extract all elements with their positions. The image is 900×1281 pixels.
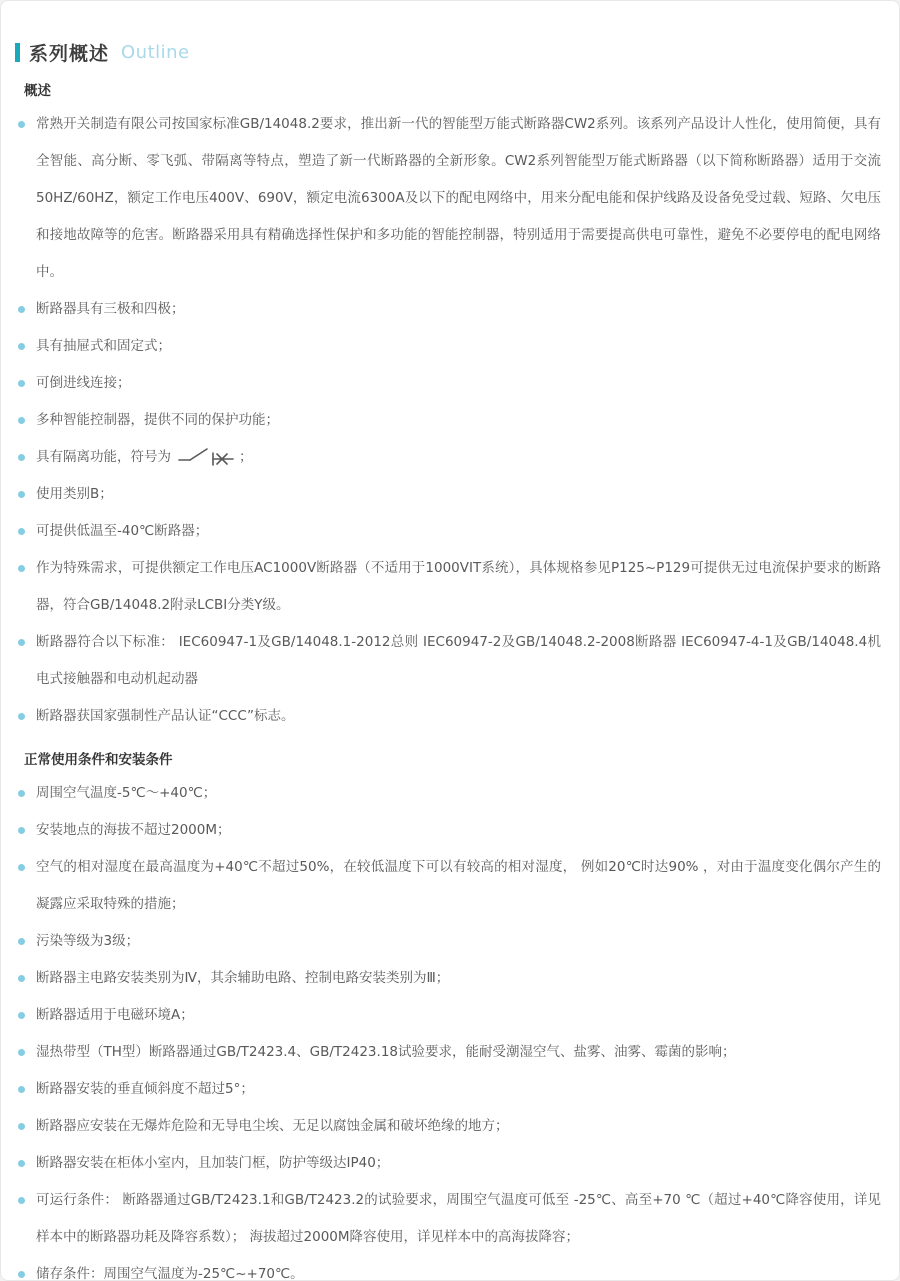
accent-bar	[15, 43, 20, 62]
bullet-list-item	[13, 1256, 881, 1281]
bullet-item-text: 断路器安装在柜体小室内，且加装门框，防护等级达IP40；	[36, 1155, 390, 1171]
bullet-item-text: 污染等级为3级；	[36, 933, 140, 949]
bullet-list-item	[13, 1071, 881, 1108]
bullet-item-text: 储存条件：周围空气温度为-25℃~+70℃。	[36, 1266, 304, 1281]
bullet-item-text: 断路器符合以下标准： IEC60947-1及GB/14048.1-2012总则 IEC60947-2及GB/14048.2-2008断路器 IEC60947-4-1及GB/14048.4机电式接触器和电动机起动器	[36, 634, 881, 687]
bullet-item-text: 常熟开关制造有限公司按国家标准GB/14048.2要求，推出新一代的智能型万能式断路器CW2系列。该系列产品设计人性化，使用简便，具有全智能、高分断、零飞弧、带隔离等特点，塑造了新一代断路器的全新形象。CW2系列智能型万能式断路器（以下简称断路器）适用于交流50HZ/60HZ，额定工作电压400V、690V，额定电流6300A及以下的配电网络中，用来分配电能和保护线路及设备免受过载、短路、欠电压和接地故障等的危害。断路器采用具有精确选择性保护和多功能的智能控制器，特别适用于需要提高供电可靠性，避免不必要停电的配电网络中。	[36, 116, 881, 280]
isolation-symbol-bullet	[13, 439, 881, 476]
bullet-item-text: 可运行条件： 断路器通过GB/T2423.1和GB/T2423.2的试验要求，周围空气温度可低至 -25℃、高至+70 ℃（超过+40℃降容使用，详见样本中的断路器功耗及降容系数）； 海拔超过2000M降容使用，详见样本中的高海拔降容；	[36, 1192, 881, 1245]
bullet-list-item	[13, 402, 881, 439]
bullet-list-item	[13, 698, 881, 735]
bullet-list-item	[13, 328, 881, 365]
bullet-item-text: 湿热带型（TH型）断路器通过GB/T2423.4、GB/T2423.18试验要求，能耐受潮湿空气、盐雾、油雾、霉菌的影响；	[36, 1044, 736, 1060]
bullet-item-text: 周围空气温度-5℃～+40℃；	[36, 785, 217, 801]
bullet-item-text: 作为特殊需求，可提供额定工作电压AC1000V断路器（不适用于1000VIT系统），具体规格参见P125~P129可提供无过电流保护要求的断路器，符合GB/14048.2附录LCBI分类Y级。	[36, 560, 881, 613]
bullet-list-item	[13, 624, 881, 698]
bullet-list-item	[13, 849, 881, 923]
bullet-list-item	[13, 1145, 881, 1182]
bullet-list-item	[13, 775, 881, 812]
bullet-item-text: 断路器具有三极和四极；	[36, 301, 185, 317]
bullet-list-item	[13, 476, 881, 513]
bullet-item-text: 多种智能控制器，提供不同的保护功能；	[36, 412, 279, 428]
section-header	[15, 39, 881, 66]
bullet-item-text: 空气的相对湿度在最高温度为+40℃不超过50%，在较低温度下可以有较高的相对湿度， 例如20℃时达90% ，对由于温度变化偶尔产生的凝露应采取特殊的措施；	[36, 859, 881, 912]
bullet-item-text: 具有抽屉式和固定式；	[36, 338, 171, 354]
bullet-item-text: 断路器获国家强制性产品认证“CCC”标志。	[36, 708, 295, 724]
bullet-list-item	[13, 291, 881, 328]
symbol-bullet-text-before: 具有隔离功能，符号为	[36, 449, 171, 465]
bullet-item-text: 断路器应安装在无爆炸危险和无导电尘埃、无足以腐蚀金属和破坏绝缘的地方；	[36, 1118, 509, 1134]
bullet-item-text: 使用类别B；	[36, 486, 113, 502]
bullet-list-item	[13, 997, 881, 1034]
bullet-list-item	[13, 960, 881, 997]
bullet-list-item	[13, 1034, 881, 1071]
page-title: 系列概述	[29, 43, 110, 65]
bullet-list-item	[13, 550, 881, 624]
overview-symbol-bullet-list	[13, 439, 881, 476]
overview-bullet-list-b	[13, 476, 881, 735]
bullet-item-text: 安装地点的海拔不超过2000M；	[36, 822, 231, 838]
page-subtitle: Outline	[121, 42, 190, 63]
bullet-list-item	[13, 106, 881, 291]
overview-bullet-list-a	[13, 106, 881, 439]
bullet-item-text: 断路器安装的垂直倾斜度不超过5°；	[36, 1081, 254, 1097]
bullet-list-item	[13, 365, 881, 402]
overview-heading: 概述	[24, 83, 51, 99]
bullet-item-text: 可提供低温至-40℃断路器；	[36, 523, 209, 539]
symbol-bullet-text-after: ；	[239, 449, 253, 465]
bullet-item-text: 断路器主电路安装类别为Ⅳ，其余辅助电路、控制电路安装类别为Ⅲ；	[36, 970, 450, 986]
bullet-list-item	[13, 812, 881, 849]
bullet-list-item	[13, 923, 881, 960]
bullet-list-item	[13, 513, 881, 550]
conditions-heading: 正常使用条件和安装条件	[24, 752, 173, 768]
bullet-item-text: 断路器适用于电磁环境A；	[36, 1007, 194, 1023]
bullet-list-item	[13, 1182, 881, 1256]
isolation-function-icon	[177, 442, 235, 468]
bullet-list-item	[13, 1108, 881, 1145]
bullet-item-text: 可倒进线连接；	[36, 375, 131, 391]
conditions-bullet-list	[13, 775, 881, 1281]
